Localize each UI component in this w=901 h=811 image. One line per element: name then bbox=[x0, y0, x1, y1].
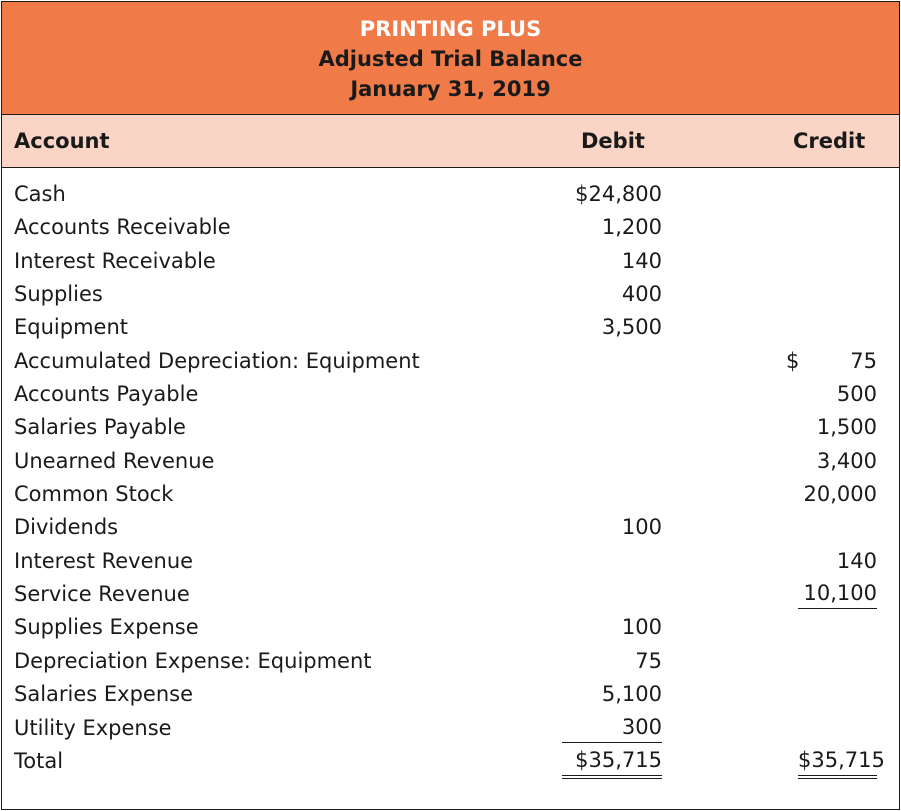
table-row bbox=[2, 478, 899, 511]
table-row bbox=[2, 545, 899, 578]
account-name: Interest Revenue bbox=[14, 548, 194, 573]
table-row bbox=[2, 311, 899, 344]
account-name: Accumulated Depreciation: Equipment bbox=[14, 348, 420, 373]
total-debit: $35,715 bbox=[562, 745, 662, 779]
account-name: Cash bbox=[14, 182, 66, 206]
table-body bbox=[2, 178, 899, 778]
table-row bbox=[2, 211, 899, 244]
column-header-debit: Debit bbox=[581, 129, 645, 153]
account-name: Depreciation Expense: Equipment bbox=[14, 648, 372, 673]
account-name: Service Revenue bbox=[14, 582, 190, 607]
debit-amount: 75 bbox=[635, 648, 662, 673]
trial-balance-table bbox=[1, 1, 900, 810]
account-name: Salaries Expense bbox=[14, 682, 194, 707]
title-band bbox=[2, 2, 899, 115]
table-row bbox=[2, 378, 899, 411]
account-name: Dividends bbox=[14, 515, 119, 540]
account-name: Salaries Payable bbox=[14, 415, 186, 440]
debit-amount: 400 bbox=[621, 282, 662, 307]
account-name: Unearned Revenue bbox=[14, 448, 215, 473]
table-row bbox=[2, 178, 899, 211]
debit-amount: 100 bbox=[621, 615, 662, 640]
credit-currency-symbol: $ bbox=[786, 348, 800, 373]
credit-amount: 3,400 bbox=[816, 448, 877, 473]
credit-amount: 75 bbox=[850, 348, 877, 373]
table-row bbox=[2, 445, 899, 478]
account-name: Equipment bbox=[14, 315, 128, 340]
account-name: Accounts Payable bbox=[14, 382, 199, 407]
table-row bbox=[2, 578, 899, 611]
account-name: Utility Expense bbox=[14, 715, 172, 740]
debit-amount: $24,800 bbox=[575, 182, 662, 206]
debit-amount: 140 bbox=[621, 248, 662, 273]
credit-amount: 500 bbox=[836, 382, 877, 407]
column-header-credit: Credit bbox=[793, 129, 866, 153]
account-name: Supplies bbox=[14, 282, 103, 307]
company-name: PRINTING PLUS bbox=[359, 17, 542, 41]
table-row bbox=[2, 278, 899, 311]
account-name: Accounts Receivable bbox=[14, 215, 231, 240]
debit-amount: 100 bbox=[621, 515, 662, 540]
table-row bbox=[2, 511, 899, 544]
table-row bbox=[2, 411, 899, 444]
credit-amount: 1,500 bbox=[816, 415, 877, 440]
debit-amount: 300 bbox=[562, 712, 662, 743]
column-header-account: Account bbox=[14, 129, 110, 153]
table-row bbox=[2, 712, 899, 745]
report-title: Adjusted Trial Balance bbox=[318, 47, 583, 71]
table-row bbox=[2, 611, 899, 644]
debit-amount: 1,200 bbox=[601, 215, 662, 240]
account-name: Supplies Expense bbox=[14, 615, 199, 640]
credit-amount: 140 bbox=[836, 548, 877, 573]
account-name: Common Stock bbox=[14, 482, 174, 507]
table-row bbox=[2, 245, 899, 278]
account-name: Interest Receivable bbox=[14, 248, 216, 273]
table-row bbox=[2, 678, 899, 711]
table-row bbox=[2, 645, 899, 678]
debit-amount: 5,100 bbox=[601, 682, 662, 707]
total-row bbox=[2, 745, 899, 778]
credit-amount: 20,000 bbox=[803, 482, 877, 507]
table-row bbox=[2, 345, 899, 378]
report-date: January 31, 2019 bbox=[350, 77, 551, 101]
total-label: Total bbox=[14, 748, 64, 773]
credit-amount: 10,100 bbox=[798, 578, 877, 609]
column-header-row bbox=[2, 115, 899, 168]
total-credit: $35,715 bbox=[798, 745, 877, 779]
debit-amount: 3,500 bbox=[601, 315, 662, 340]
